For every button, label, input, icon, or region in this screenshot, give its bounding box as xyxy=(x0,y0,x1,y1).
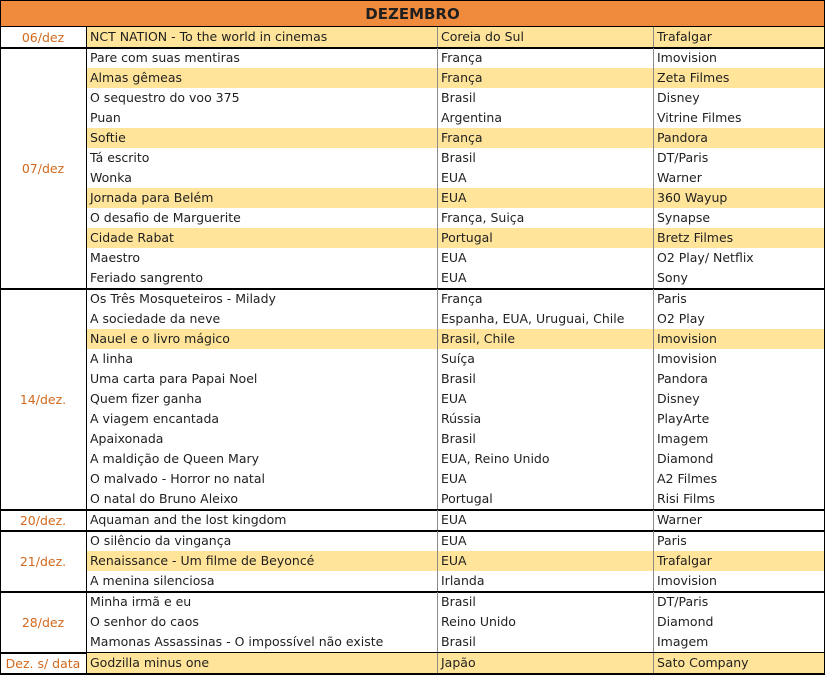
film-title: O natal do Bruno Aleixo xyxy=(87,489,438,509)
distributor-cell: PlayArte xyxy=(654,409,825,429)
table-row xyxy=(87,108,825,128)
country-cell: EUA xyxy=(438,389,654,409)
film-title: A sociedade da neve xyxy=(87,309,438,329)
film-title: Uma carta para Papai Noel xyxy=(87,369,438,389)
table-row xyxy=(87,429,825,449)
table-row xyxy=(87,349,825,369)
film-title: Almas gêmeas xyxy=(87,68,438,88)
country-cell: Argentina xyxy=(438,108,654,128)
distributor-cell: Pandora xyxy=(654,128,825,148)
country-cell: Espanha, EUA, Uruguai, Chile xyxy=(438,309,654,329)
table-row xyxy=(87,289,825,309)
country-cell: Brasil xyxy=(438,592,654,612)
table-row xyxy=(87,612,825,632)
release-date: 21/dez. xyxy=(0,531,87,592)
table-row xyxy=(87,489,825,509)
release-date: 07/dez xyxy=(0,48,87,289)
film-title: A maldição de Queen Mary xyxy=(87,449,438,469)
table-row xyxy=(87,551,825,571)
distributor-cell: Disney xyxy=(654,88,825,108)
film-title: Godzilla minus one xyxy=(87,653,438,673)
table-row xyxy=(87,409,825,429)
table-row xyxy=(87,208,825,228)
film-title: Wonka xyxy=(87,168,438,188)
country-cell: Brasil xyxy=(438,369,654,389)
film-title: Aquaman and the lost kingdom xyxy=(87,510,438,530)
distributor-cell: Vitrine Filmes xyxy=(654,108,825,128)
country-cell: EUA xyxy=(438,510,654,530)
table-row xyxy=(87,329,825,349)
table-row xyxy=(87,48,825,68)
table-row xyxy=(87,469,825,489)
date-group xyxy=(0,289,825,510)
film-title: Cidade Rabat xyxy=(87,228,438,248)
date-group xyxy=(0,48,825,289)
distributor-cell: DT/Paris xyxy=(654,148,825,168)
country-cell: Japão xyxy=(438,653,654,673)
month-title: DEZEMBRO xyxy=(0,0,825,27)
distributor-cell: Bretz Filmes xyxy=(654,228,825,248)
country-cell: EUA xyxy=(438,248,654,268)
film-title: Pare com suas mentiras xyxy=(87,48,438,68)
country-cell: Irlanda xyxy=(438,571,654,591)
country-cell: França xyxy=(438,48,654,68)
distributor-cell: Trafalgar xyxy=(654,27,825,47)
country-cell: França, Suiça xyxy=(438,208,654,228)
film-title: O desafio de Marguerite xyxy=(87,208,438,228)
date-group xyxy=(0,592,825,653)
film-title: Mamonas Assassinas - O impossível não existe xyxy=(87,632,438,652)
table-row xyxy=(87,268,825,288)
distributor-cell: Sato Company xyxy=(654,653,825,673)
distributor-cell: Imovision xyxy=(654,349,825,369)
country-cell: EUA xyxy=(438,268,654,288)
country-cell: Portugal xyxy=(438,489,654,509)
distributor-cell: Imagem xyxy=(654,632,825,652)
distributor-cell: Diamond xyxy=(654,449,825,469)
distributor-cell: Disney xyxy=(654,389,825,409)
film-title: Renaissance - Um filme de Beyoncé xyxy=(87,551,438,571)
film-title: Feriado sangrento xyxy=(87,268,438,288)
film-title: A viagem encantada xyxy=(87,409,438,429)
table-row xyxy=(87,27,825,47)
table-row xyxy=(87,168,825,188)
distributor-cell: Paris xyxy=(654,531,825,551)
table-row xyxy=(87,389,825,409)
release-date: 14/dez. xyxy=(0,289,87,510)
country-cell: França xyxy=(438,128,654,148)
film-title: Tá escrito xyxy=(87,148,438,168)
film-title: Os Três Mosqueteiros - Milady xyxy=(87,289,438,309)
table-row xyxy=(87,88,825,108)
country-cell: Brasil xyxy=(438,632,654,652)
distributor-cell: DT/Paris xyxy=(654,592,825,612)
country-cell: França xyxy=(438,289,654,309)
table-row xyxy=(87,369,825,389)
film-title: O malvado - Horror no natal xyxy=(87,469,438,489)
distributor-cell: 360 Wayup xyxy=(654,188,825,208)
film-title: O senhor do caos xyxy=(87,612,438,632)
release-date: 20/dez. xyxy=(0,510,87,531)
distributor-cell: Paris xyxy=(654,289,825,309)
table-row xyxy=(87,449,825,469)
country-cell: Brasil, Chile xyxy=(438,329,654,349)
film-title: Softie xyxy=(87,128,438,148)
distributor-cell: Imagem xyxy=(654,429,825,449)
country-cell: Brasil xyxy=(438,429,654,449)
table-row xyxy=(87,309,825,329)
country-cell: Coreia do Sul xyxy=(438,27,654,47)
release-date: 06/dez xyxy=(0,27,87,48)
film-title: Quem fizer ganha xyxy=(87,389,438,409)
film-title: Minha irmã e eu xyxy=(87,592,438,612)
table-row xyxy=(87,592,825,612)
country-cell: EUA, Reino Unido xyxy=(438,449,654,469)
table-row xyxy=(87,531,825,551)
table-row xyxy=(87,653,825,673)
table-row xyxy=(87,571,825,591)
country-cell: Portugal xyxy=(438,228,654,248)
film-title: A menina silenciosa xyxy=(87,571,438,591)
distributor-cell: Warner xyxy=(654,510,825,530)
film-title: Apaixonada xyxy=(87,429,438,449)
country-cell: EUA xyxy=(438,531,654,551)
table-row xyxy=(87,148,825,168)
film-title: Maestro xyxy=(87,248,438,268)
film-title: NCT NATION - To the world in cinemas xyxy=(87,27,438,47)
film-title: O sequestro do voo 375 xyxy=(87,88,438,108)
country-cell: Reino Unido xyxy=(438,612,654,632)
film-title: A linha xyxy=(87,349,438,369)
country-cell: EUA xyxy=(438,469,654,489)
distributor-cell: Imovision xyxy=(654,48,825,68)
distributor-cell: Diamond xyxy=(654,612,825,632)
table-row xyxy=(87,248,825,268)
country-cell: EUA xyxy=(438,168,654,188)
date-group xyxy=(0,510,825,531)
country-cell: EUA xyxy=(438,188,654,208)
release-date: 28/dez xyxy=(0,592,87,653)
film-title: O silêncio da vingança xyxy=(87,531,438,551)
table-row xyxy=(87,68,825,88)
distributor-cell: O2 Play/ Netflix xyxy=(654,248,825,268)
table-row xyxy=(87,128,825,148)
table-row xyxy=(87,632,825,652)
distributor-cell: Sony xyxy=(654,268,825,288)
distributor-cell: O2 Play xyxy=(654,309,825,329)
distributor-cell: A2 Filmes xyxy=(654,469,825,489)
country-cell: Suíça xyxy=(438,349,654,369)
distributor-cell: Synapse xyxy=(654,208,825,228)
release-date: Dez. s/ data xyxy=(0,653,87,674)
film-title: Nauel e o livro mágico xyxy=(87,329,438,349)
distributor-cell: Imovision xyxy=(654,571,825,591)
date-group xyxy=(0,653,825,674)
country-cell: EUA xyxy=(438,551,654,571)
distributor-cell: Pandora xyxy=(654,369,825,389)
distributor-cell: Trafalgar xyxy=(654,551,825,571)
distributor-cell: Risi Films xyxy=(654,489,825,509)
film-title: Puan xyxy=(87,108,438,128)
distributor-cell: Warner xyxy=(654,168,825,188)
date-group xyxy=(0,531,825,592)
country-cell: Rússia xyxy=(438,409,654,429)
date-group xyxy=(0,27,825,48)
table-row xyxy=(87,228,825,248)
table-row xyxy=(87,188,825,208)
country-cell: Brasil xyxy=(438,88,654,108)
country-cell: França xyxy=(438,68,654,88)
distributor-cell: Zeta Filmes xyxy=(654,68,825,88)
table-row xyxy=(87,510,825,530)
distributor-cell: Imovision xyxy=(654,329,825,349)
country-cell: Brasil xyxy=(438,148,654,168)
film-title: Jornada para Belém xyxy=(87,188,438,208)
